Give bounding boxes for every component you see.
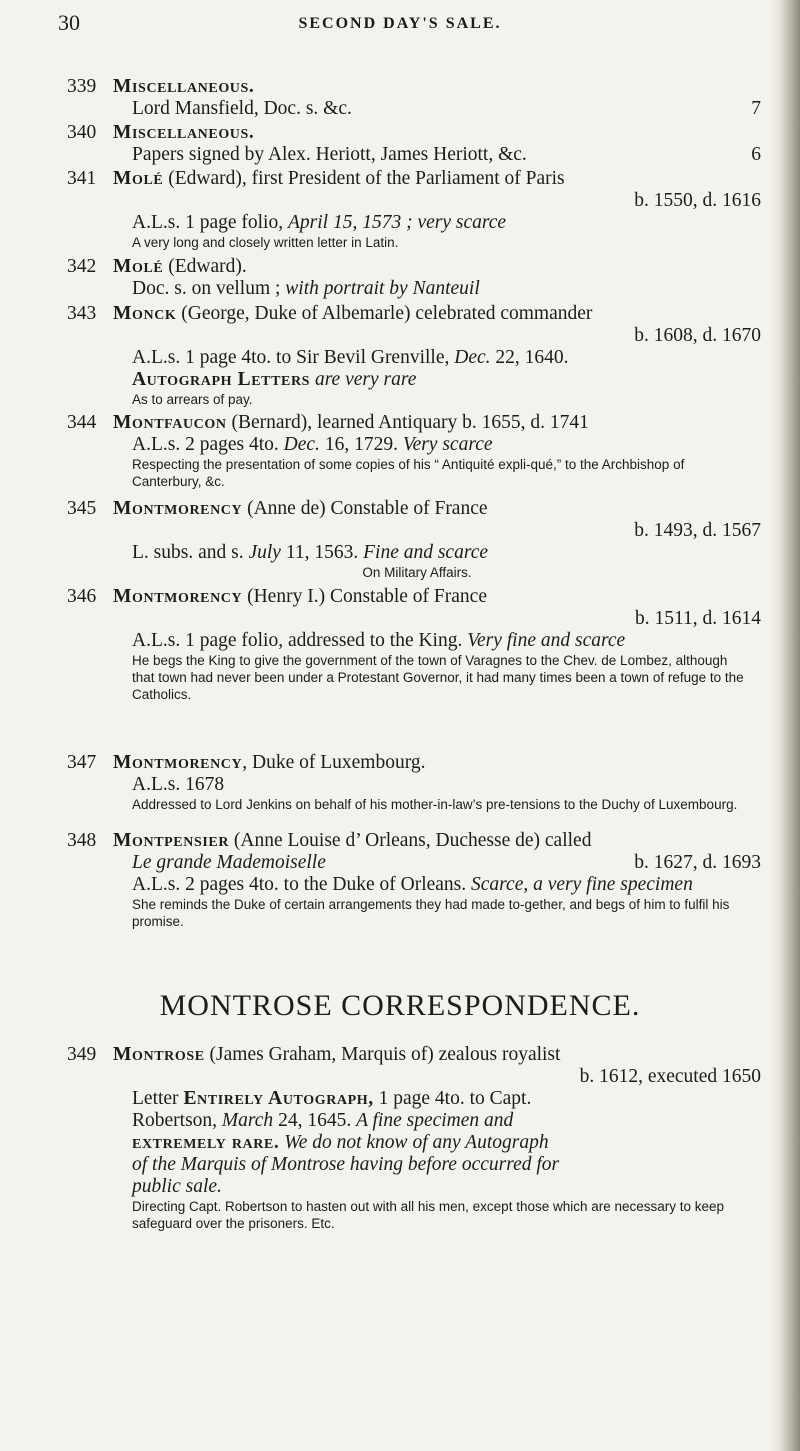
lot-description-end: 22, 1640. <box>490 347 569 368</box>
lot-349 <box>67 1044 767 1232</box>
lot-note: As to arrears of pay. <box>132 392 253 407</box>
page-edge-shadow <box>770 0 800 1451</box>
lot-heading: Montrose <box>113 1044 205 1065</box>
lot-description-italic: Dec. <box>454 347 491 368</box>
lot-number: 342 <box>67 256 97 277</box>
lot-description: A.L.s. 1 page folio, addressed to the King. <box>132 630 468 651</box>
lot-number: 347 <box>67 752 97 773</box>
lot-description-italic: with portrait by Nanteuil <box>285 278 480 299</box>
lot-heading: Montfaucon <box>113 412 227 433</box>
lot-note: She reminds the Duke of certain arrangements they had made to-gether, and begs of him to fulfil his promise. <box>132 897 730 929</box>
lot-description: A.L.s. 2 pages 4to. to the Duke of Orleans. <box>132 874 472 895</box>
lot-dates: b. 1511, d. 1614 <box>634 608 761 629</box>
lot-heading: Miscellaneous. <box>113 122 255 143</box>
page-header <box>0 10 800 46</box>
lot-346 <box>67 586 767 703</box>
lot-description-italic: July <box>248 542 281 563</box>
autograph-note-italic: are very rare <box>310 369 417 390</box>
lot-number: 344 <box>67 412 97 433</box>
lot-remark-italic-2: of the Marquis of Montrose having before occurred for <box>132 1154 560 1175</box>
running-head: SECOND DAY'S SALE. <box>298 15 502 32</box>
lot-description-italic-2: A fine specimen and <box>356 1110 514 1131</box>
lot-note: Addressed to Lord Jenkins on behalf of his mother-in-law’s pre-tensions to the Duchy of Luxembourg. <box>132 797 738 812</box>
lot-number: 340 <box>67 122 97 143</box>
lot-description-mid: 11, 1563. <box>280 542 364 563</box>
lot-heading-rest: (Edward). <box>163 256 247 277</box>
lot-description-smallcaps: Entirely Autograph, <box>183 1088 374 1109</box>
lot-description: Lord Mansfield, Doc. s. &c. <box>132 98 352 119</box>
autograph-note: Autograph Letters <box>132 369 311 390</box>
lot-heading-rest: (James Graham, Marquis of) zealous royalist <box>204 1044 561 1065</box>
lot-description: A.L.s. 1 page 4to. to Sir Bevil Grenville, <box>132 347 455 368</box>
lot-description-rest: 1 page 4to. to Capt. <box>373 1088 532 1109</box>
lot-heading: Montpensier <box>113 830 230 851</box>
lot-dates: b. 1493, d. 1567 <box>634 520 761 541</box>
lot-description-italic-2: Fine and scarce <box>363 542 489 563</box>
lot-price: 6 <box>751 144 761 165</box>
lot-description: L. subs. and s. <box>132 542 249 563</box>
lot-description: Papers signed by Alex. Heriott, James Heriott, &c. <box>132 144 527 165</box>
lot-number: 349 <box>67 1044 97 1065</box>
lot-dates: b. 1550, d. 1616 <box>634 190 761 211</box>
lot-description: Doc. s. on vellum ; <box>132 278 286 299</box>
lot-347 <box>67 752 767 813</box>
lot-heading-rest: (George, Duke of Albemarle) celebrated commander <box>176 303 593 324</box>
lot-dates: b. 1612, executed 1650 <box>579 1066 761 1087</box>
lot-remark-italic: We do not know of any Autograph <box>279 1132 549 1153</box>
lot-number: 343 <box>67 303 97 324</box>
lot-note: He begs the King to give the government of the town of Varagnes to the Chev. de Lombez, although that town had never been under a Protestant Governor, it had many times been a town of refuge to the Catholics. <box>132 653 744 702</box>
lot-number: 348 <box>67 830 97 851</box>
lot-description: A.L.s. 2 pages 4to. <box>132 434 284 455</box>
lot-description-italic: March <box>221 1110 274 1131</box>
lot-rarity: extremely rare. <box>132 1132 280 1153</box>
lot-description-line2: Robertson, <box>132 1110 222 1131</box>
lot-price: 7 <box>751 98 761 119</box>
lot-heading: Monck <box>113 303 177 324</box>
lot-note: On Military Affairs. <box>362 565 472 580</box>
lot-340 <box>67 122 767 166</box>
lot-heading-rest: (Edward), first President of the Parliament of Paris <box>163 168 565 189</box>
lot-description: A.L.s. 1 page folio, <box>132 212 288 233</box>
lot-number: 339 <box>67 76 97 97</box>
section-heading: MONTROSE CORRESPONDENCE. <box>159 989 641 1022</box>
lot-description: Letter <box>132 1088 184 1109</box>
lot-heading-rest: (Henry I.) Constable of France <box>242 586 487 607</box>
lot-heading-rest: (Anne Louise d’ Orleans, Duchesse de) called <box>229 830 592 851</box>
lot-heading: Montmorency <box>113 586 243 607</box>
lot-339 <box>67 76 767 120</box>
lot-number: 341 <box>67 168 97 189</box>
lot-heading: Miscellaneous. <box>113 76 255 97</box>
lot-number: 345 <box>67 498 97 519</box>
lot-dates: b. 1627, d. 1693 <box>634 852 761 873</box>
lot-dates: b. 1608, d. 1670 <box>634 325 761 346</box>
lot-note: A very long and closely written letter in Latin. <box>132 235 399 250</box>
lot-heading: Molé <box>113 256 164 277</box>
lot-description-date: 24, 1645. <box>273 1110 357 1131</box>
lot-heading-rest: (Bernard), learned Antiquary b. 1655, d. 1741 <box>226 412 589 433</box>
lot-heading: Molé <box>113 168 164 189</box>
lot-345 <box>67 498 767 581</box>
lot-description-italic-2: Very scarce <box>402 434 493 455</box>
lot-description-italic: April 15, 1573 ; very scarce <box>287 212 507 233</box>
lot-344 <box>67 412 767 490</box>
lot-heading: Montmorency <box>113 498 243 519</box>
lot-description-italic: Very fine and scarce <box>467 630 626 651</box>
page-number: 30 <box>58 10 80 35</box>
lot-341 <box>67 168 767 251</box>
lot-note: Directing Capt. Robertson to hasten out with all his men, except those which are necessary to keep safeguard over the prisoners. Etc. <box>132 1199 725 1231</box>
lot-heading-rest: (Anne de) Constable of France <box>242 498 488 519</box>
lot-number: 346 <box>67 586 97 607</box>
lot-342 <box>67 256 767 300</box>
lot-343 <box>67 303 767 408</box>
lot-heading-rest: , Duke of Luxembourg. <box>242 752 426 773</box>
lot-description-italic: Scarce, a very fine specimen <box>471 874 693 895</box>
lot-description: A.L.s. 1678 <box>132 774 225 795</box>
lot-remark-italic-3: public sale. <box>132 1176 222 1197</box>
lot-description-italic: Dec. <box>283 434 320 455</box>
lot-heading: Montmorency <box>113 752 243 773</box>
lot-348 <box>67 830 767 930</box>
lot-description-mid: 16, 1729. <box>319 434 403 455</box>
lot-title-italic: Le grande Mademoiselle <box>132 852 326 873</box>
lot-note: Respecting the presentation of some copies of his “ Antiquité expli-qué,” to the Archbishop of Canterbury, &c. <box>132 457 685 489</box>
